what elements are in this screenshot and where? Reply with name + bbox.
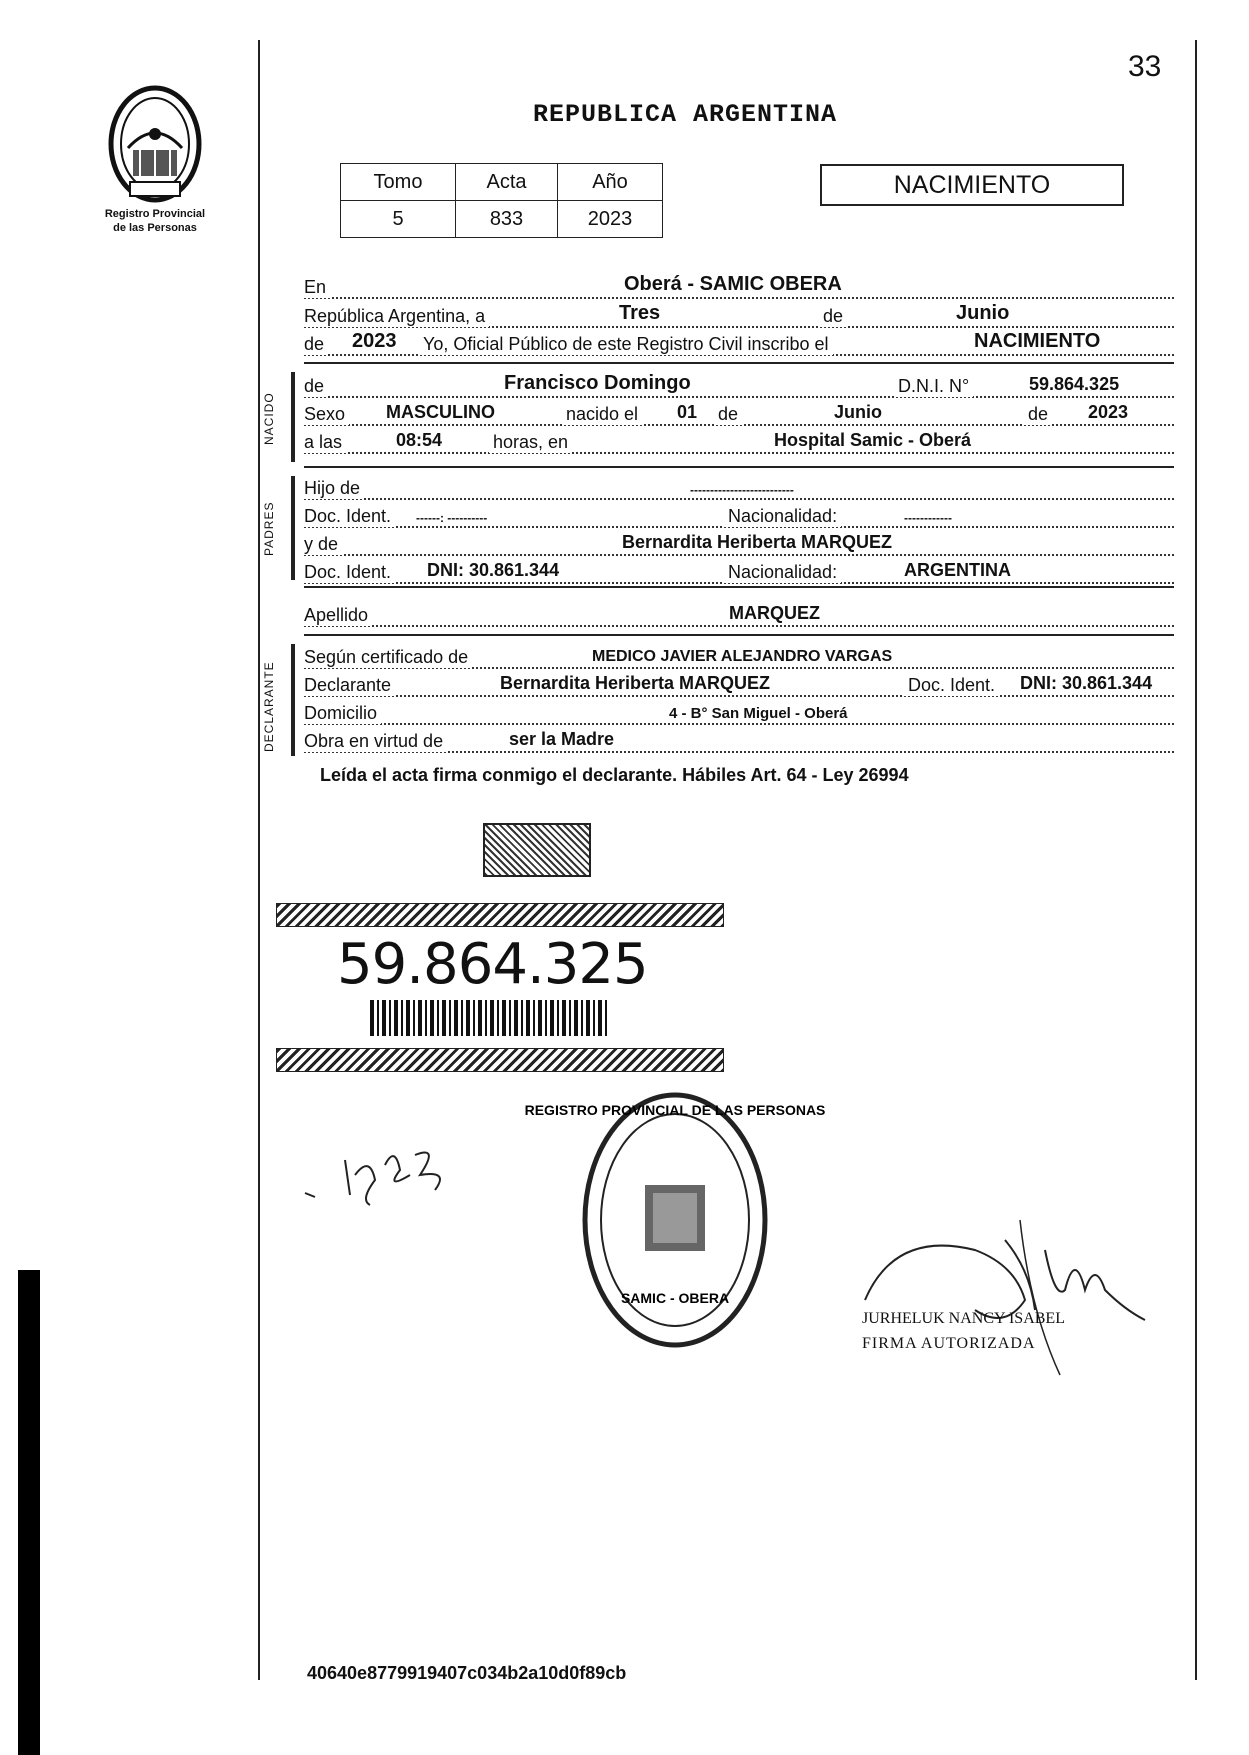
label-a-las: a las (304, 432, 346, 453)
seal-text-bottom: SAMIC - OBERA (620, 1290, 730, 1306)
value-dia: Tres (619, 302, 661, 324)
row-obra (304, 730, 1174, 756)
label-de-mes: de (714, 404, 742, 425)
handwritten-initials-signature (300, 1135, 470, 1215)
value-sexo: MASCULINO (386, 402, 495, 422)
row-fecha (304, 302, 1174, 331)
seal-text-top: REGISTRO PROVINCIAL DE LAS PERSONAS (524, 1102, 826, 1118)
section-declarante-label: DECLARANTE (262, 661, 276, 752)
row-declarante (304, 674, 1174, 700)
row-hora (304, 431, 1174, 457)
divider (304, 466, 1174, 468)
row-domicilio (304, 702, 1174, 728)
dni-stamp-number: 59.864.325 (337, 932, 648, 997)
header-tomo: Tomo (341, 164, 456, 201)
registry-name: Registro Provincial de las Personas (104, 208, 206, 234)
section-padres-bar (291, 476, 295, 580)
value-anio: 2023 (558, 201, 663, 238)
divider (304, 634, 1174, 636)
value-anio-nac: 2023 (1088, 402, 1129, 422)
right-margin-line (1195, 40, 1197, 1680)
label-de: de (819, 306, 847, 327)
row-apellido (304, 604, 1174, 630)
row-padre (304, 477, 1174, 503)
label-en: En (304, 277, 330, 298)
value-anio: 2023 (352, 330, 397, 352)
value-acto: NACIMIENTO (974, 330, 1101, 352)
value-certificado: MEDICO JAVIER ALEJANDRO VARGAS (592, 648, 893, 665)
value-domicilio: 4 - B° San Miguel - Oberá (669, 705, 848, 722)
value-declarante: Bernardita Heriberta MARQUEZ (500, 673, 771, 693)
section-padres-label: PADRES (262, 501, 276, 556)
row-madre (304, 533, 1174, 559)
value-mes: Junio (956, 302, 1010, 324)
country-heading: REPUBLICA ARGENTINA (533, 100, 838, 129)
header-anio: Año (558, 164, 663, 201)
row-certificado (304, 646, 1174, 672)
record-reference-table (340, 163, 663, 238)
signer-name: JURHELUK NANCY ISABEL (862, 1310, 1065, 1327)
value-padre-doc: ------: ---------- (416, 511, 488, 525)
row-padre-doc (304, 505, 1174, 531)
label-dni: D.N.I. N° (894, 376, 973, 397)
label-nacionalidad2: Nacionalidad: (724, 562, 841, 583)
row-sexo (304, 403, 1174, 429)
label-de-nombre: de (304, 376, 328, 397)
label-nacionalidad: Nacionalidad: (724, 506, 841, 527)
value-declarante-doc: DNI: 30.861.344 (1020, 673, 1153, 693)
label-doc-ident3: Doc. Ident. (904, 675, 999, 696)
row-anio-acto (304, 330, 1174, 359)
section-nacido-bar (291, 372, 295, 462)
value-dia-nac: 01 (677, 402, 698, 422)
value-apellido: MARQUEZ (729, 603, 820, 623)
label-doc-ident: Doc. Ident. (304, 506, 395, 527)
divider (304, 362, 1174, 364)
row-nombre (304, 372, 1174, 401)
row-madre-doc (304, 561, 1174, 587)
value-mes-nac: Junio (834, 402, 882, 422)
value-obra: ser la Madre (509, 729, 615, 749)
document-type-box: NACIMIENTO (820, 164, 1124, 206)
label-de-anio: de (304, 334, 328, 355)
left-margin-line (258, 40, 260, 1680)
header-acta: Acta (456, 164, 558, 201)
divider (304, 586, 1174, 588)
label-republica: República Argentina, a (304, 306, 489, 327)
label-inscribo: Yo, Oficial Público de este Registro Civil inscribo el (419, 334, 833, 355)
value-padre: -------------------------- (690, 483, 794, 497)
label-hijo-de: Hijo de (304, 478, 364, 499)
label-obra: Obra en virtud de (304, 731, 447, 752)
signer-title: FIRMA AUTORIZADA (862, 1335, 1036, 1352)
row-lugar (304, 273, 1174, 302)
label-doc-ident2: Doc. Ident. (304, 562, 395, 583)
value-padre-nac: ------------ (904, 511, 952, 525)
security-band-bottom (276, 1048, 724, 1072)
value-madre-nac: ARGENTINA (904, 560, 1011, 580)
value-lugar: Oberá - SAMIC OBERA (624, 273, 842, 295)
value-nombre: Francisco Domingo (504, 372, 691, 394)
section-declarante-bar (291, 644, 295, 756)
label-y-de: y de (304, 534, 342, 555)
label-declarante: Declarante (304, 675, 395, 696)
page-number: 33 (1128, 50, 1162, 83)
value-madre: Bernardita Heriberta MARQUEZ (622, 532, 893, 552)
label-horas-en: horas, en (489, 432, 572, 453)
security-band-top (276, 903, 724, 927)
closing-statement: Leída el acta firma conmigo el declarante. Hábiles Art. 64 - Ley 26994 (320, 765, 909, 785)
value-hora: 08:54 (396, 430, 443, 450)
value-acta: 833 (456, 201, 558, 238)
value-dni: 59.864.325 (1029, 374, 1120, 394)
section-nacido-label: NACIDO (262, 392, 276, 445)
scan-edge (18, 1270, 40, 1755)
label-domicilio: Domicilio (304, 703, 381, 724)
official-registry-seal (524, 1085, 826, 1355)
label-nacido-el: nacido el (562, 404, 642, 425)
value-tomo: 5 (341, 201, 456, 238)
misiones-coat-of-arms-icon (100, 78, 210, 206)
value-lugar-nac: Hospital Samic - Oberá (774, 430, 972, 450)
document-hash: 40640e8779919407c034b2a10d0f89cb (307, 1663, 627, 1683)
dni-barcode (370, 1000, 610, 1036)
label-segun: Según certificado de (304, 647, 472, 668)
value-madre-doc: DNI: 30.861.344 (427, 560, 560, 580)
label-apellido: Apellido (304, 605, 372, 626)
label-de-anio2: de (1024, 404, 1052, 425)
hologram-stamp (483, 823, 591, 877)
label-sexo: Sexo (304, 404, 349, 425)
